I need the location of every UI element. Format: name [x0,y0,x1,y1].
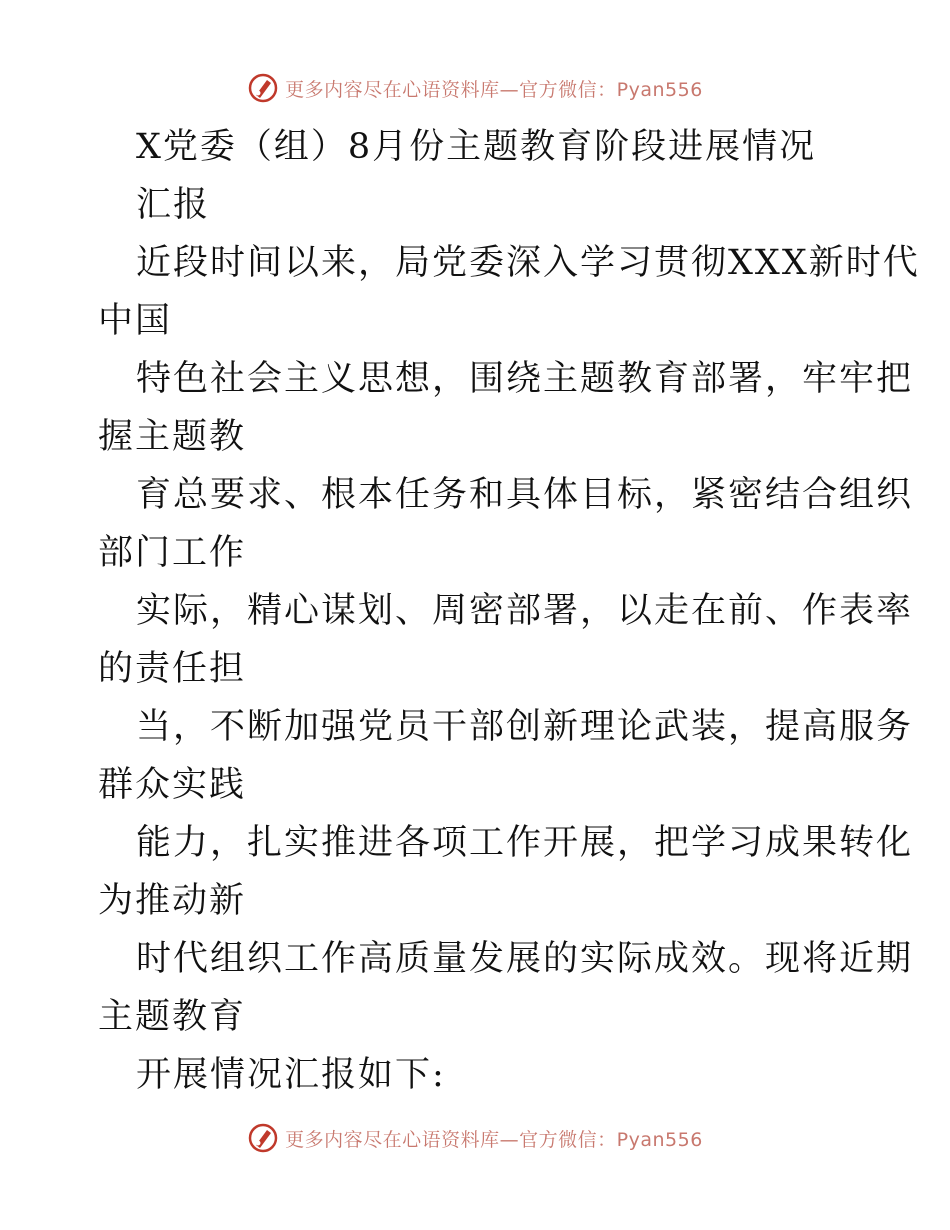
document-line: 群众实践 [98,765,247,805]
document-line: 育总要求、根本任务和具体目标，紧密结合组织 [136,475,914,515]
document-line: 特色社会主义思想，围绕主题教育部署，牢牢把 [136,359,914,399]
document-body [0,118,950,1104]
document-line: 部门工作 [98,533,247,573]
pen-logo-icon [247,72,279,104]
document-line: 近段时间以来，局党委深入学习贯彻XXX新时代 [136,243,920,283]
document-line: 为推动新 [98,881,247,921]
document-line: 中国 [98,301,173,341]
document-line: 当，不断加强党员干部创新理论武装，提高服务 [136,707,914,747]
document-line: X党委（组）8月份主题教育阶段进展情况 [136,127,817,167]
document-line: 的责任担 [98,649,247,689]
document-line: 时代组织工作高质量发展的实际成效。现将近期 [136,939,914,979]
watermark-banner-top [0,72,950,104]
document-line: 能力，扎实推进各项工作开展，把学习成果转化 [136,823,914,863]
watermark-text: 更多内容尽在心语资料库—官方微信：Pyan556 [285,1128,703,1151]
document-line: 汇报 [136,185,211,225]
document-line: 开展情况汇报如下: [136,1055,446,1095]
document-line: 握主题教 [98,417,247,457]
watermark-banner-bottom [0,1122,950,1154]
pen-logo-icon [247,1122,279,1154]
watermark-text: 更多内容尽在心语资料库—官方微信：Pyan556 [285,78,703,101]
document-line: 主题教育 [98,997,247,1037]
document-line: 实际，精心谋划、周密部署，以走在前、作表率 [136,591,914,631]
